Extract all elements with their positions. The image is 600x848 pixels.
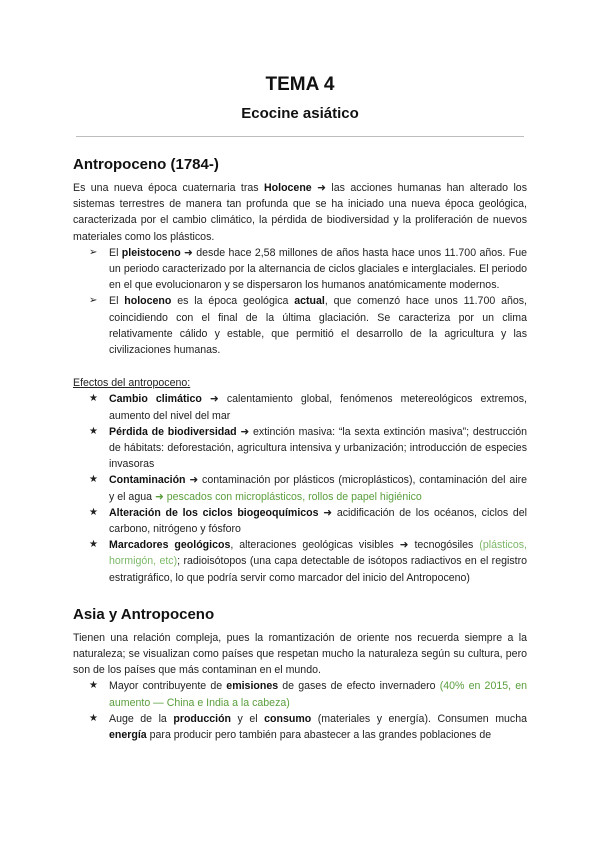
- star-bullet-icon: ★: [89, 425, 98, 437]
- intro-paragraph: Es una nueva época cuaternaria tras Holocene ➜ las acciones humanas han alterado los sistemas terrestres de manera tan profunda que se ha iniciado una nueva época geológica, caracterizada por el cambio climático, la pérdida de biodiversidad y la proliferación de nuevos materiales como los plásticos.: [73, 182, 527, 243]
- title-divider: [76, 136, 524, 137]
- arrow-bullet-icon: ➢: [89, 246, 98, 258]
- list-item: ★ Pérdida de biodiversidad ➜ extinción masiva: “la sexta extinción masiva”; destrucción de hábitats: deforestación, agricultura intensiva y urbanización; introducción de especies invasoras: [89, 425, 528, 471]
- star-bullet-icon: ★: [89, 712, 98, 724]
- star-bullet-icon: ★: [89, 539, 98, 551]
- list-item: ➢ El pleistoceno ➜ desde hace 2,58 millones de años hasta hace unos 11.700 años. Fue un periodo caracterizado por la alternancia de ciclos glaciales e interglaciales. El periodo en el que evolucionaron y se dispersaron los humanos anatómicamente modernos.: [89, 246, 527, 292]
- list-item: ★ Mayor contribuyente de emisiones de gases de efecto invernadero (40% en 2015, en aumento — China e India a la cabeza): [89, 680, 527, 709]
- star-bullet-icon: ★: [89, 680, 98, 692]
- list-item: ★ Contaminación ➜ contaminación por plásticos (microplásticos), contaminación del aire y el agua ➜ pescados con microplásticos, rollos de papel higiénico: [89, 474, 527, 503]
- asia-list: [73, 678, 527, 743]
- star-bullet-icon: ★: [89, 506, 98, 518]
- star-bullet-icon: ★: [89, 393, 98, 405]
- list-item: ★ Cambio climático ➜ calentamiento global, fenómenos metereológicos extremos, aumento del nivel del mar: [89, 393, 527, 422]
- effects-label: Efectos del antropoceno:: [73, 377, 191, 390]
- effects-list: [73, 391, 527, 585]
- page-subtitle: Ecocine asiático: [241, 105, 359, 122]
- section-heading-asia: Asia y Antropoceno: [73, 605, 215, 623]
- list-item: ★ Auge de la producción y el consumo (materiales y energía). Consumen mucha energía para producir pero también para abastecer a las grandes poblaciones de: [89, 712, 527, 742]
- list-item: ➢ El holoceno es la época geológica actual, que comenzó hace unos 11.700 años, coincidiendo con el final de la última glaciación. Se caracteriza por un clima relativamente cálido y estable, que permitió el desarrollo de la agricultura y las civilizaciones humanas.: [89, 295, 527, 357]
- asia-paragraph: Tienen una relación compleja, pues la romantización de oriente nos recuerda siempre a la naturaleza; se visualizan como países que respetan mucho la naturaleza según su cultura, pero son de los países que más contaminan en el mundo.: [73, 631, 527, 677]
- section-heading-antropoceno: Antropoceno (1784-): [73, 156, 219, 173]
- list-item: ★ Alteración de los ciclos biogeoquímicos ➜ acidificación de los océanos, ciclos del carbono, nitrógeno y fósforo: [89, 506, 527, 536]
- epoch-list: [73, 245, 527, 358]
- list-item: ★ Marcadores geológicos, alteraciones geológicas visibles ➜ tecnogósiles (plásticos, hormigón, etc); radioisótopos (una capa detectable de isótopos radiactivos en el registro estratigráfico, lo que podría servir como marcador del inicio del Antropoceno): [89, 539, 527, 584]
- document-body: [73, 156, 527, 743]
- arrow-bullet-icon: ➢: [89, 295, 98, 307]
- page-title: TEMA 4: [265, 74, 335, 95]
- star-bullet-icon: ★: [89, 474, 98, 486]
